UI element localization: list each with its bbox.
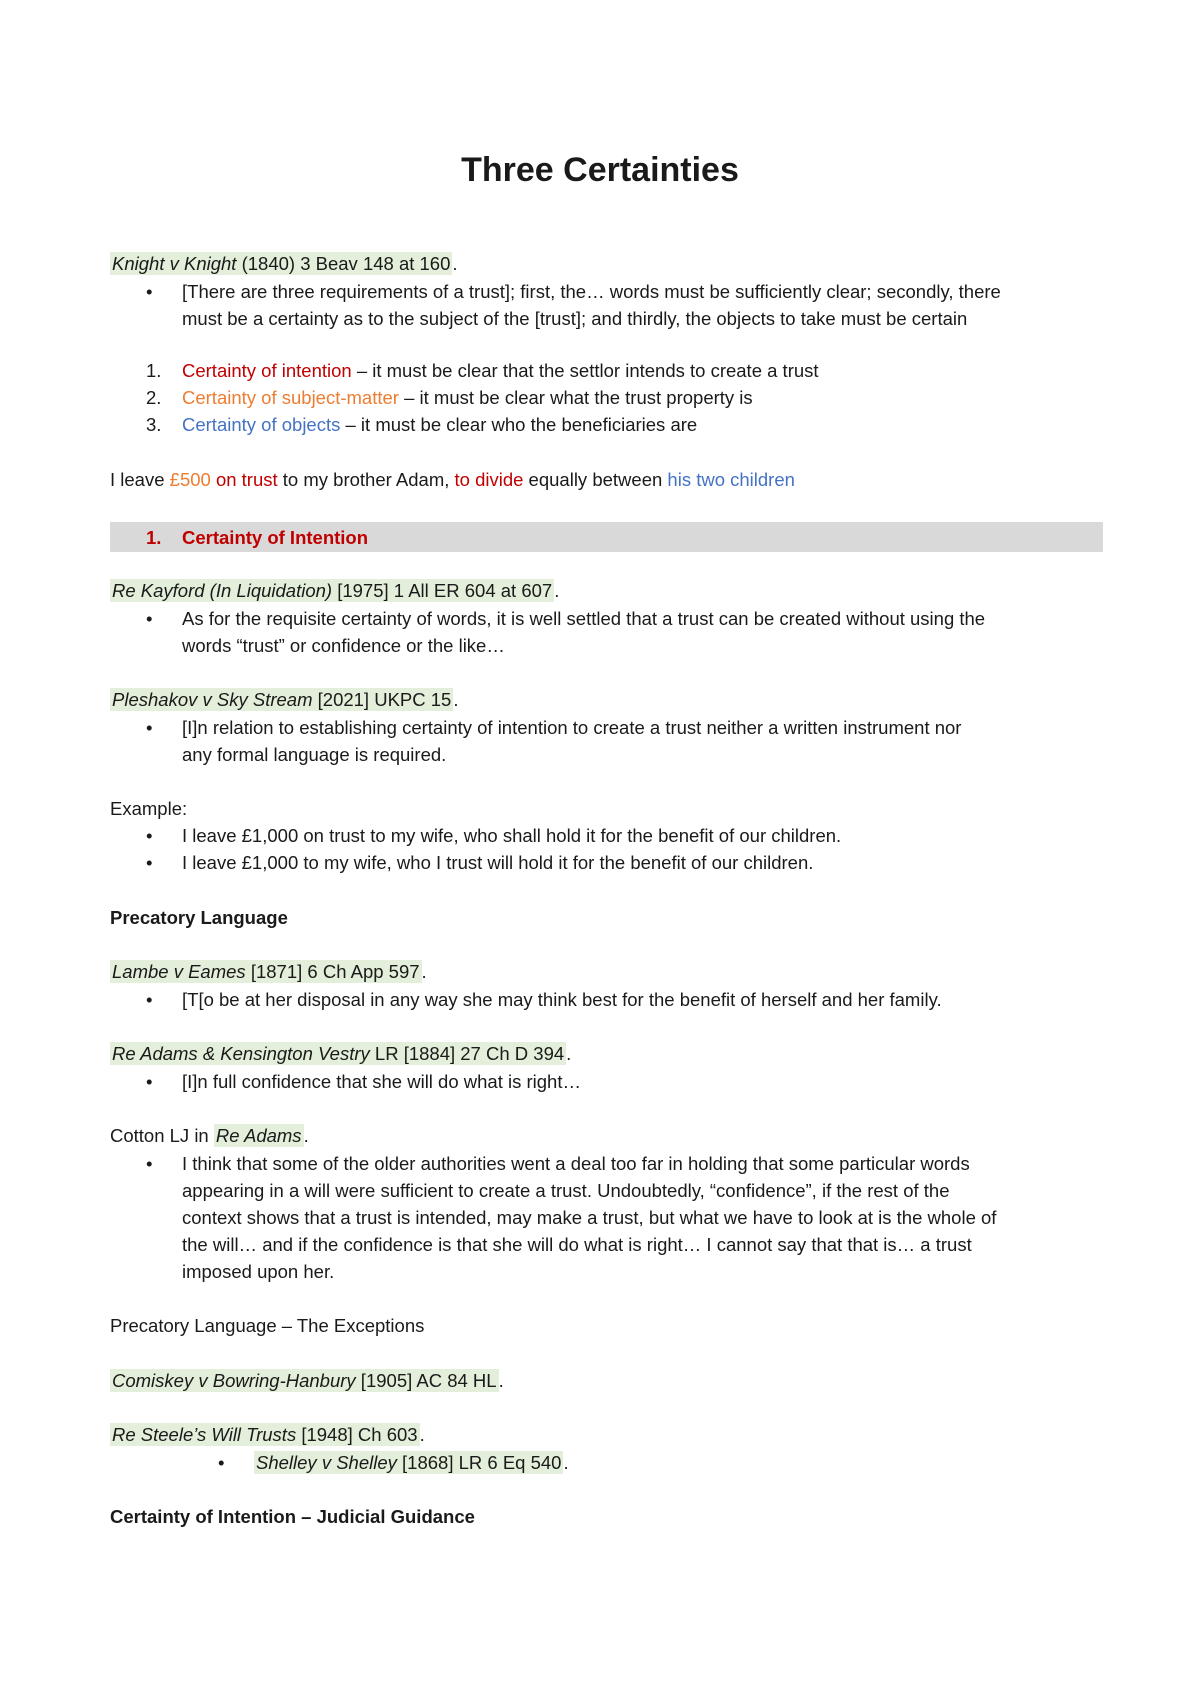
example-label: Example: [110,798,188,819]
knight-citation-highlight [110,252,452,275]
kayford-case-name: Re Kayford (In Liquidation) [112,580,333,601]
adams-case-name: Re Adams & Kensington Vestry [112,1043,370,1064]
bullet-icon: • [146,825,153,846]
kayford-quote-line2: words “trust” or confidence or the like… [182,635,505,656]
cotton-dot: . [303,1125,309,1146]
certainty-3-term: Certainty of objects [182,414,341,435]
shelley-citation-highlight [254,1451,563,1474]
certainty-3 [182,411,697,438]
pleshakov-citation-highlight [110,688,453,711]
shelley-citation [254,1449,569,1476]
certainty-3-rest: – it must be clear who the beneficiaries are [340,414,698,435]
lambe-quote: [T[o be at her disposal in any way she may think best for the benefit of herself and her family. [182,989,942,1010]
comiskey-citation-highlight [110,1369,499,1392]
kayford-dot: . [554,580,560,601]
shelley-case-name: Shelley v Shelley [256,1452,397,1473]
example-sentence [110,466,795,493]
example-on-trust: on trust [215,469,278,490]
section-heading-number: 1. [146,527,162,548]
cotton-quote-line1: I think that some of the older authorities went a deal too far in holding that some particular words [182,1153,970,1174]
example-item-2: I leave £1,000 to my wife, who I trust will hold it for the benefit of our children. [182,852,814,873]
pleshakov-cite: [2021] UKPC 15 [312,689,452,710]
certainty-2-rest: – it must be clear what the trust property is [398,387,753,408]
pleshakov-dot: . [453,689,459,710]
pleshakov-citation [110,686,458,713]
cotton-prefix: Cotton LJ in [110,1125,214,1146]
certainty-3-number: 3. [146,414,162,435]
pleshakov-case-name: Pleshakov v Sky Stream [112,689,313,710]
lambe-citation [110,958,427,985]
shelley-dot: . [563,1452,569,1473]
section-heading-label: Certainty of Intention [182,527,369,548]
comiskey-dot: . [498,1370,504,1391]
knight-quote-line1: [There are three requirements of a trust]; first, the… words must be sufficiently clear; secondly, there [182,281,1001,302]
example-text: I leave [110,469,170,490]
precatory-heading: Precatory Language [110,907,288,928]
kayford-cite: [1975] 1 All ER 604 at 607 [332,580,553,601]
comiskey-citation [110,1367,504,1394]
bullet-icon: • [146,717,153,738]
lambe-dot: . [421,961,427,982]
knight-cite: (1840) 3 Beav 148 at 160 [236,253,451,274]
bullet-icon: • [146,1071,153,1092]
adams-cite: LR [1884] 27 Ch D 394 [369,1043,565,1064]
knight-quote-line2: must be a certainty as to the subject of the [trust]; and thirdly, the objects to take must be certain [182,308,968,329]
exceptions-heading: Precatory Language – The Exceptions [110,1315,425,1336]
example-item-1: I leave £1,000 on trust to my wife, who shall hold it for the benefit of our children. [182,825,842,846]
steele-cite: [1948] Ch 603 [296,1424,418,1445]
knight-case-name: Knight v Knight [112,253,237,274]
kayford-citation-highlight [110,579,554,602]
guidance-heading: Certainty of Intention – Judicial Guidance [110,1506,475,1527]
comiskey-cite: [1905] AC 84 HL [355,1370,497,1391]
comiskey-case-name: Comiskey v Bowring-Hanbury [112,1370,356,1391]
example-children: his two children [667,469,795,490]
certainty-1 [182,357,819,384]
shelley-cite: [1868] LR 6 Eq 540 [396,1452,562,1473]
adams-citation-highlight [110,1042,566,1065]
example-amount: £500 [169,469,211,490]
kayford-citation [110,577,559,604]
steele-case-name: Re Steele’s Will Trusts [112,1424,297,1445]
page-title: Three Certainties [461,151,739,189]
cotton-quote-line5: imposed upon her. [182,1261,335,1282]
lambe-case-name: Lambe v Eames [112,961,246,982]
cotton-case-name: Re Adams [215,1125,302,1146]
certainty-2 [182,384,753,411]
kayford-quote-line1: As for the requisite certainty of words, it is well settled that a trust can be created without using the [182,608,986,629]
adams-quote: [I]n full confidence that she will do what is right… [182,1071,581,1092]
bullet-icon: • [146,1153,153,1174]
adams-citation [110,1040,571,1067]
certainty-2-term: Certainty of subject-matter [182,387,399,408]
adams-dot: . [566,1043,572,1064]
bullet-icon: • [146,989,153,1010]
example-text: equally between [523,469,668,490]
pleshakov-quote-line1: [I]n relation to establishing certainty of intention to create a trust neither a written instrument nor [182,717,962,738]
certainty-1-term: Certainty of intention [182,360,352,381]
example-text: to my brother Adam, [277,469,455,490]
cotton-quote-line4: the will… and if the confidence is that she will do what is right… I cannot say that that is… a trust [182,1234,972,1255]
steele-dot: . [419,1424,425,1445]
cotton-citation [110,1122,309,1149]
example-divide: to divide [454,469,524,490]
bullet-icon: • [218,1452,225,1473]
lambe-citation-highlight [110,960,422,983]
certainty-2-number: 2. [146,387,162,408]
knight-citation [110,250,458,277]
steele-citation-highlight [110,1423,420,1446]
lambe-cite: [1871] 6 Ch App 597 [245,961,420,982]
knight-dot: . [452,253,458,274]
bullet-icon: • [146,852,153,873]
cotton-quote-line2: appearing in a will were sufficient to create a trust. Undoubtedly, “confidence”, if the rest of the [182,1180,950,1201]
bullet-icon: • [146,608,153,629]
certainty-1-rest: – it must be clear that the settlor intends to create a trust [351,360,819,381]
bullet-icon: • [146,281,153,302]
certainty-1-number: 1. [146,360,162,381]
pleshakov-quote-line2: any formal language is required. [182,744,447,765]
cotton-quote-line3: context shows that a trust is intended, may make a trust, but what we have to look at is the whole of [182,1207,997,1228]
steele-citation [110,1421,425,1448]
